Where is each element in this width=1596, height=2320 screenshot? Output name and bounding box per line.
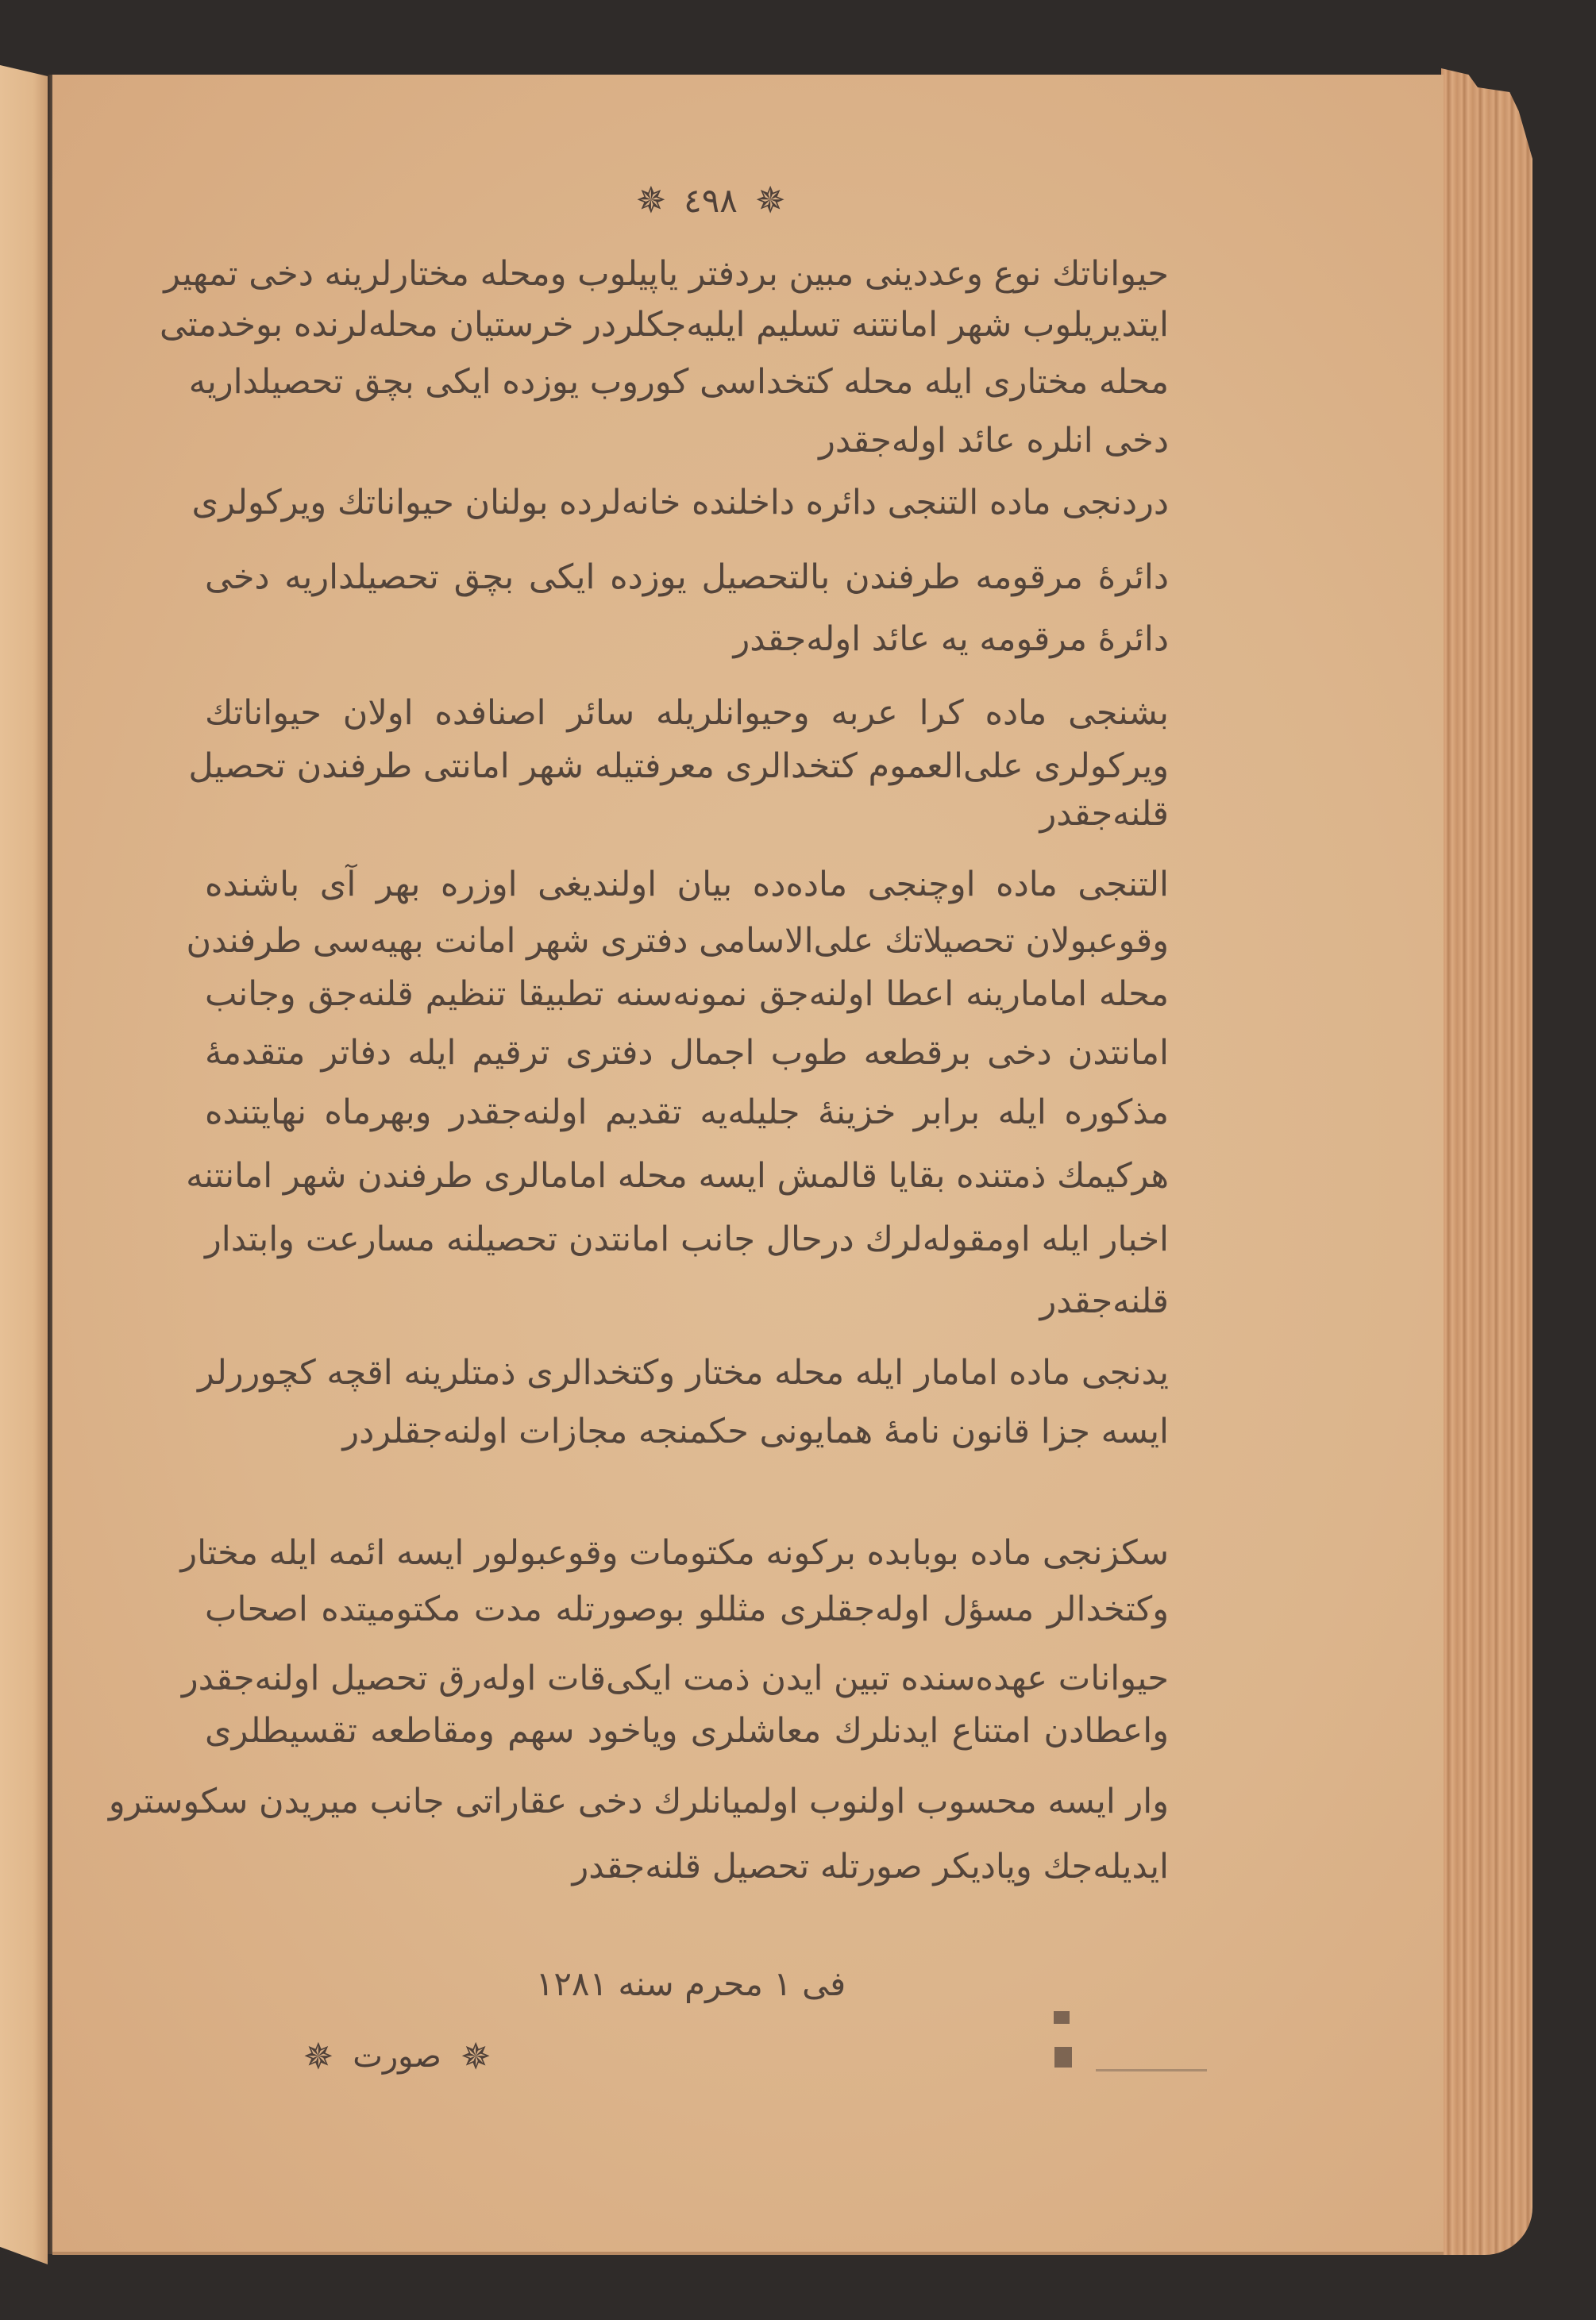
text-line: حیوانات عهده‌سنده تبین ایدن ذمت ایکی‌قات اوله‌رق تحصیل اولنه‌جقدر <box>181 1659 1169 1698</box>
text-line: دخی انلره عائد اوله‌جقدر <box>819 421 1169 461</box>
ornament-icon: ✵ <box>754 179 786 222</box>
catchword-text: صورت <box>353 2038 441 2075</box>
text-line: هرکیمك ذمتنده بقایا قالمش ایسه محله امامالری طرفندن شهر امانتنه <box>186 1156 1169 1196</box>
text-line: محله امامارینه اعطا اولنه‌جق نمونه‌سنه تطبیقا تنظیم قلنه‌جق وجانب <box>205 974 1169 1014</box>
text-line-article-5: بشنجی ماده کرا عربه وحیوانلریله سائر اصنافده اولان حیواناتك <box>205 693 1169 733</box>
page-stack-edges <box>1441 64 1532 2255</box>
text-line-article-4: دردنجی ماده التنجی دائره داخلنده خانه‌لرده بولنان حیواناتك ویرکولری <box>191 483 1169 522</box>
text-line: امانتدن دخی برقطعه طوب اجمال دفتری ترقیم ایله دفاتر متقدمهٔ <box>205 1033 1169 1073</box>
facing-page-edge <box>0 65 48 2264</box>
ornament-icon: ✵ <box>303 2035 334 2078</box>
text-line: وقوعبولان تحصیلاتك علی‌الاسامی دفتری شهر امانت بهیه‌سی طرفندن <box>186 921 1169 961</box>
text-line-article-6: التنجی ماده اوچنجی ماده‌ده بیان اولندیغی اوزره بهر آی باشنده <box>205 865 1169 904</box>
date-line: فی ١ محرم سنه ١٢٨١ <box>535 1964 846 2003</box>
page-number: ٤٩٨ <box>684 180 738 220</box>
ink-smudge <box>1054 2047 1072 2068</box>
text-line: حیواناتك نوع وعددینی مبین بردفتر یاپیلوب ومحله مختارلرینه دخی تمهیر <box>164 254 1169 294</box>
catchword <box>282 2025 512 2088</box>
text-line: محله مختاری ایله محله کتخداسی کوروب یوزده ایکی بچق تحصیلداریه <box>188 362 1169 402</box>
ornament-icon: ✵ <box>635 179 667 222</box>
text-line: اخبار ایله اومقوله‌لرك درحال جانب امانتدن تحصیلنه مسارعت وابتدار <box>205 1220 1169 1259</box>
ink-mark <box>1096 2069 1207 2071</box>
page-header <box>627 176 794 224</box>
text-line: وار ایسه محسوب اولنوب اولمیانلرك دخی عقاراتی جانب میریدن سکوسترو <box>108 1782 1169 1821</box>
text-line: وکتخدالر مسؤل اوله‌جقلری مثللو بوصورتله مدت مکتومیتده اصحاب <box>205 1590 1169 1629</box>
text-line: دائرهٔ مرقومه یه عائد اوله‌جقدر <box>733 619 1169 659</box>
text-line: ایتدیریلوب شهر امانتنه تسلیم ایلیه‌جکلردر خرستیان محله‌لرنده بوخدمتی <box>159 305 1169 345</box>
text-line: قلنه‌جقدر <box>1039 1281 1169 1321</box>
text-line: قلنه‌جقدر <box>1039 794 1169 834</box>
text-line-article-8: سکزنجی ماده بوبابده برکونه مکتومات وقوعبولور ایسه ائمه ایله مختار <box>180 1533 1169 1573</box>
ink-smudge <box>1054 2011 1070 2024</box>
text-line: ایدیله‌جك ویادیکر صورتله تحصیل قلنه‌جقدر <box>572 1847 1169 1886</box>
text-line: ایسه جزا قانون نامهٔ همایونی حکمنجه مجازات اولنه‌جقلردر <box>342 1412 1169 1451</box>
text-line: مذکوره ایله برابر خزینهٔ جلیله‌یه تقدیم اولنه‌جقدر وبهرماه نهایتنده <box>205 1093 1169 1132</box>
text-line: دائرهٔ مرقومه طرفندن بالتحصیل یوزده ایکی بچق تحصیلداریه دخی <box>205 557 1169 597</box>
text-line: ویرکولری علی‌العموم کتخدالری معرفتیله شهر امانتی طرفندن تحصیل <box>188 746 1169 786</box>
text-line-article-7: یدنجی ماده امامار ایله محله مختار وکتخدالری ذمتلرینه اقچه کچوررلر <box>197 1353 1169 1393</box>
text-line: واعطادن امتناع ایدنلرك معاشلری ویاخود سهم ومقاطعه تقسیطلری <box>205 1711 1169 1751</box>
ornament-icon: ✵ <box>460 2035 492 2078</box>
